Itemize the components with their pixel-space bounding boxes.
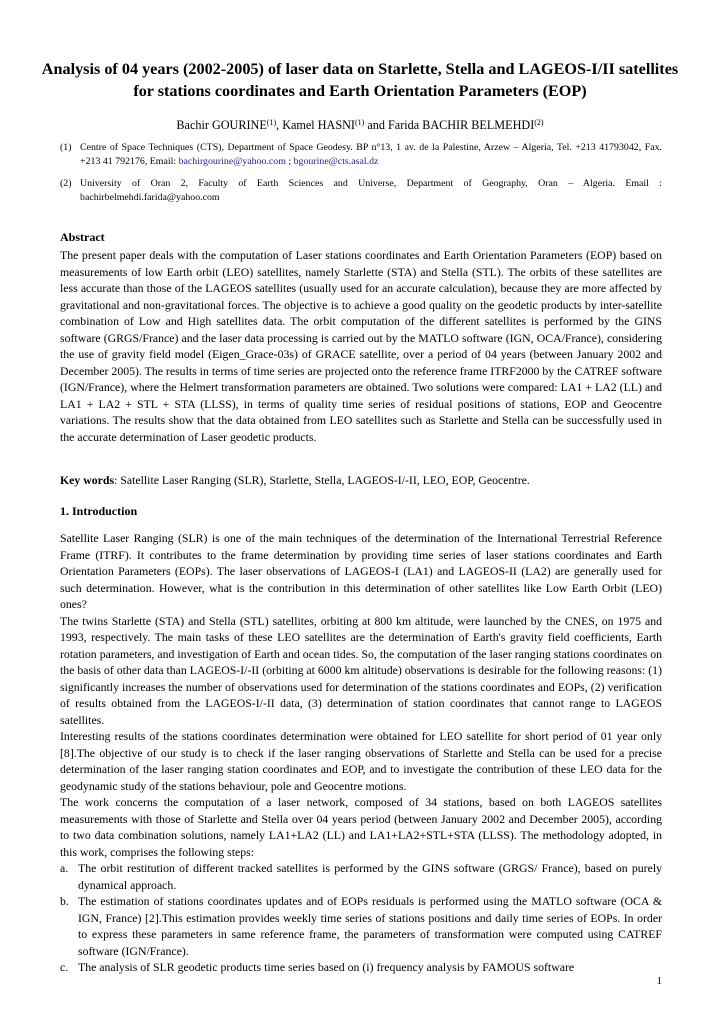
affiliation-address: Centre of Space Techniques (CTS), Department of Space Geodesy. BP n°13, 1 av. de la Palestine, Arzew – Algeria, Tel. +213 41793042, Fax. +213 41 792176, Email: [80,142,662,167]
affiliation-number: (2) [60,178,72,189]
keywords-label: Key words [60,473,115,487]
paragraph: Interesting results of the stations coordinates determination were obtained for LEO satellite for short period of 01 year only [8].The objective of our study is to check if the laser ranging observations of Starlette and Stella can be used for a precise determination of the laser ranging station coordinates and EOP, and to investigate the contribution of these LEO data for the geodynamic study of the stations behaviour, pole and Geocentre motions. [60,729,662,793]
list-item [60,959,662,976]
author-line [40,117,680,133]
list-marker: a. [60,861,69,875]
email-separator: ; [285,156,294,167]
list-item [60,893,662,959]
page-number: 1 [656,975,662,987]
affiliation-text [80,141,662,169]
author-affiliation-mark: (2) [534,118,544,127]
email-link[interactable]: bgourine@cts.asal.dz [293,156,379,167]
affiliation-number: (1) [60,142,72,153]
email-link[interactable]: bachirgourine@yahoo.com [178,156,286,167]
author-affiliation-mark: (1) [354,118,365,127]
paragraph: Satellite Laser Ranging (SLR) is one of the main techniques of the determination of the International Terrestrial Reference Frame (ITRF). It contributes to the frame determination by providing time series of laser stations coordinates and Earth Orientation Parameters (EOPs). The laser observations of LAGEOS-I (LA1) and LAGEOS-II (LA2) are generally used for such determination. However, what is the contribution in this determination of other satellites like Low Earth Orbit (LEO) ones? [60,531,662,611]
author-separator: and [364,118,389,132]
author-affiliation-mark: (1) [266,118,277,127]
list-item-text: The estimation of stations coordinates updates and of EOPs residuals is performed using the MATLO software (OCA & IGN, France) [2].This estimation provides weekly time series of stations positions and daily time series of EOPs. In order to express these parameters in same reference frame, the parameters of transformation were computed using CATREF software (IGN/France). [78,894,662,958]
affiliation-2 [60,177,662,205]
section-heading-introduction: 1. Introduction [60,504,138,518]
keywords [60,472,662,489]
paragraph: The twins Starlette (STA) and Stella (STL) satellites, orbiting at 800 km altitude, were launched by the CNES, on 1975 and 1993, respectively. The main tasks of these LEO satellites are the determination of Earth's gravity field coefficients, Earth rotation parameters, and investigation of Earth and ocean tides. So, the computation of the laser ranging stations coordinates on the basis of other data than LAGEOS-I/-II (orbiting at 6000 km altitude) observations is desirable for the following reasons: (1) significantly increases the number of observations used for determination of the stations coordinates and EOPs, (2) verification of results obtained from the LAGEOS-I/-II data, (3) determination of station coordinates that cannot range to LAGEOS satellites. [60,613,662,727]
list-marker: c. [60,960,69,974]
paragraph: The work concerns the computation of a laser network, composed of 34 stations, based on both LAGEOS satellites measurements with those of Starlette and Stella over 04 years period (between January 2002 and December 2005), according to two data combination solutions, namely LA1+LA2 (LL) and LA1+LA2+STL+STA (LLSS). The methodology adopted, in this work, comprises the following steps: [60,795,662,859]
affiliation-text: University of Oran 2, Faculty of Earth Sciences and Universe, Department of Geography, Oran – Algeria. Email : bachirbelmehdi.farida@yahoo.com [80,178,662,203]
list-item-text: The orbit restitution of different tracked satellites is performed by the GINS software (GRGS/ France), based on purely dynamical approach. [78,861,662,892]
methodology-steps [60,860,662,976]
author-separator: , [276,118,283,132]
list-item-text: The analysis of SLR geodetic products time series based on (i) frequency analysis by FAMOUS software [78,960,575,974]
keywords-text: : Satellite Laser Ranging (SLR), Starlette, Stella, LAGEOS-I/-II, LEO, EOP, Geocentre. [114,473,530,487]
abstract-text: The present paper deals with the computation of Laser stations coordinates and Earth Orientation Parameters (EOP) based on measurements of low Earth orbit (LEO) satellites, namely Starlette (STA) and Stella (STL). The orbits of these satellites are less accurate than those of the LAGEOS satellites (usually used for an accurate calculation), because they are more affected by gravitational and non-gravitational forces. The objective is to achieve a good quality on the geodetic products by inter-satellite combination of Low and High satellites data. The orbit computation of the different satellites is performed by the GINS software (GRGS/France) and the laser data processing is carried out by the MATLO software (IGN, OCA/France), considering the use of gravity field model (Eigen_Grace-03s) of GRACE satellite, over a period of 04 years (between January 2002 and December 2005). The results in terms of time series are projected onto the reference frame ITRF2000 by the CATREF software (IGN/France), where the Helmert transformation parameters are obtained. Two solutions were compared: LA1 + LA2 (LL) and LA1 + LA2 + STL + STA (LLSS), in terms of quality time series of residual positions of stations, EOP and Geocentre variations. The results show that the data obtained from LEO satellites such as Starlette and Stella can be successfully used in the accurate determination of Laser geodetic products. [60,248,662,444]
list-marker: b. [60,894,69,908]
list-item [60,860,662,893]
paper-title: Analysis of 04 years (2002-2005) of laser data on Starlette, Stella and LAGEOS-I/II satellites for stations coordinates and Earth Orientation Parameters (EOP) [41,60,679,100]
author-name: Bachir GOURINE [176,118,267,132]
abstract-heading: Abstract [60,230,105,244]
author-name: Farida BACHIR BELMEHDI [388,118,535,132]
introduction-body [60,530,662,976]
author-name: Kamel HASNI [282,118,355,132]
affiliation-1 [60,141,662,169]
